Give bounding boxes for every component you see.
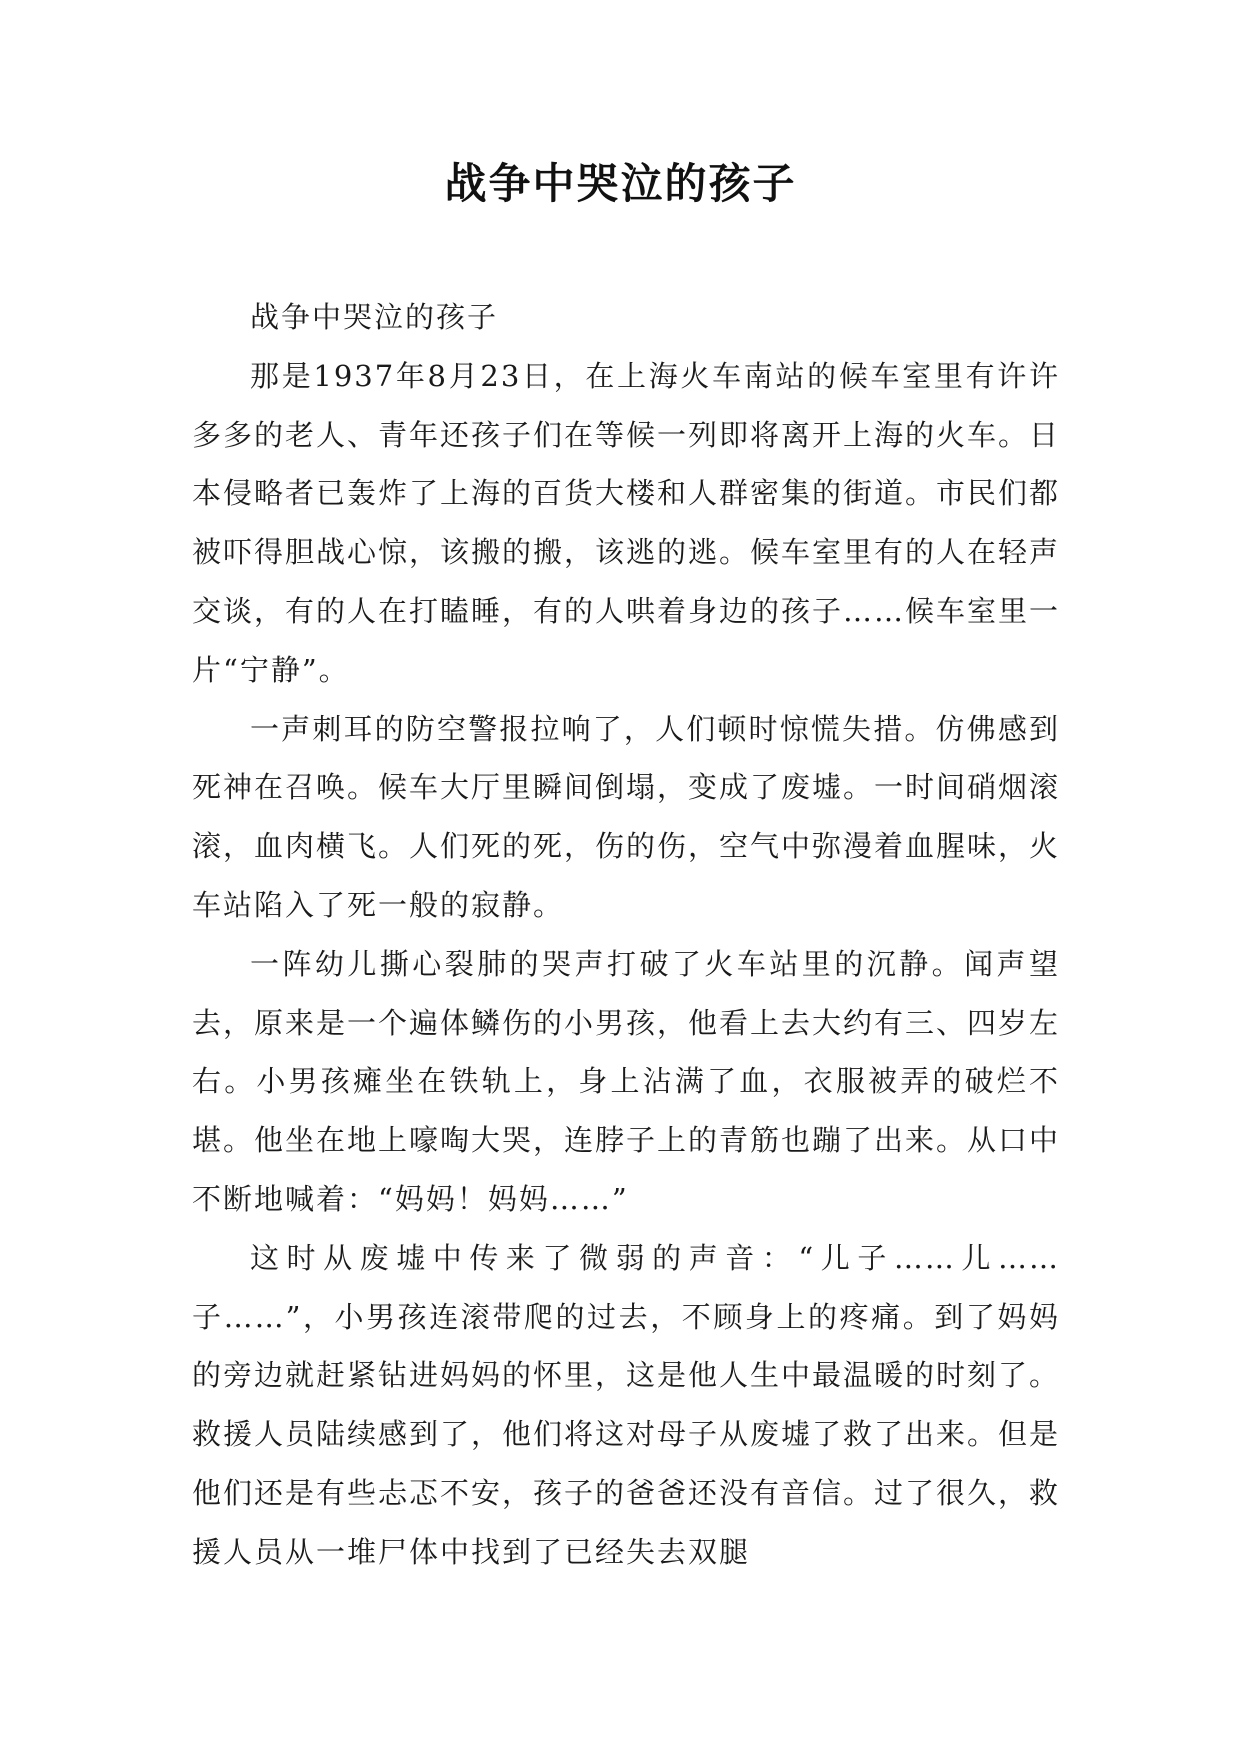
paragraph: 一声刺耳的防空警报拉响了，人们顿时惊慌失措。仿佛感到死神在召唤。候车大厅里瞬间倒塌，变成了废墟。一时间硝烟滚滚，血肉横飞。人们死的死，伤的伤，空气中弥漫着血腥味，火车站陷入了死一般的寂静。 xyxy=(192,711,1061,922)
document-title: 战争中哭泣的孩子 xyxy=(444,159,797,208)
paragraph: 一阵幼儿撕心裂肺的哭声打破了火车站里的沉静。闻声望去，原来是一个遍体鳞伤的小男孩，他看上去大约有三、四岁左右。小男孩瘫坐在铁轨上，身上沾满了血，衣服被弄的破烂不堪。他坐在地上嚎啕大哭，连脖子上的青筋也蹦了出来。从口中不断地喊着：“妈妈！妈妈……” xyxy=(192,946,1061,1216)
paragraph: 那是1937年8月23日，在上海火车南站的候车室里有许许多多的老人、青年还孩子们在等候一列即将离开上海的火车。日本侵略者已轰炸了上海的百货大楼和人群密集的街道。市民们都被吓得胆战心惊，该搬的搬，该逃的逃。候车室里有的人在轻声交谈，有的人在打瞌睡，有的人哄着身边的孩子……候车室里一片“宁静”。 xyxy=(192,358,1061,687)
paragraph: 这时从废墟中传来了微弱的声音：“儿子……儿……子……”，小男孩连滚带爬的过去，不顾身上的疼痛。到了妈妈的旁边就赶紧钻进妈妈的怀里，这是他人生中最温暖的时刻了。救援人员陆续感到了，他们将这对母子从废墟了救了出来。但是他们还是有些忐忑不安，孩子的爸爸还没有音信。过了很久，救援人员从一堆尸体中找到了已经失去双腿 xyxy=(192,1240,1061,1569)
document-body xyxy=(192,288,1060,1582)
paragraph-heading: 战争中哭泣的孩子 xyxy=(250,300,499,334)
